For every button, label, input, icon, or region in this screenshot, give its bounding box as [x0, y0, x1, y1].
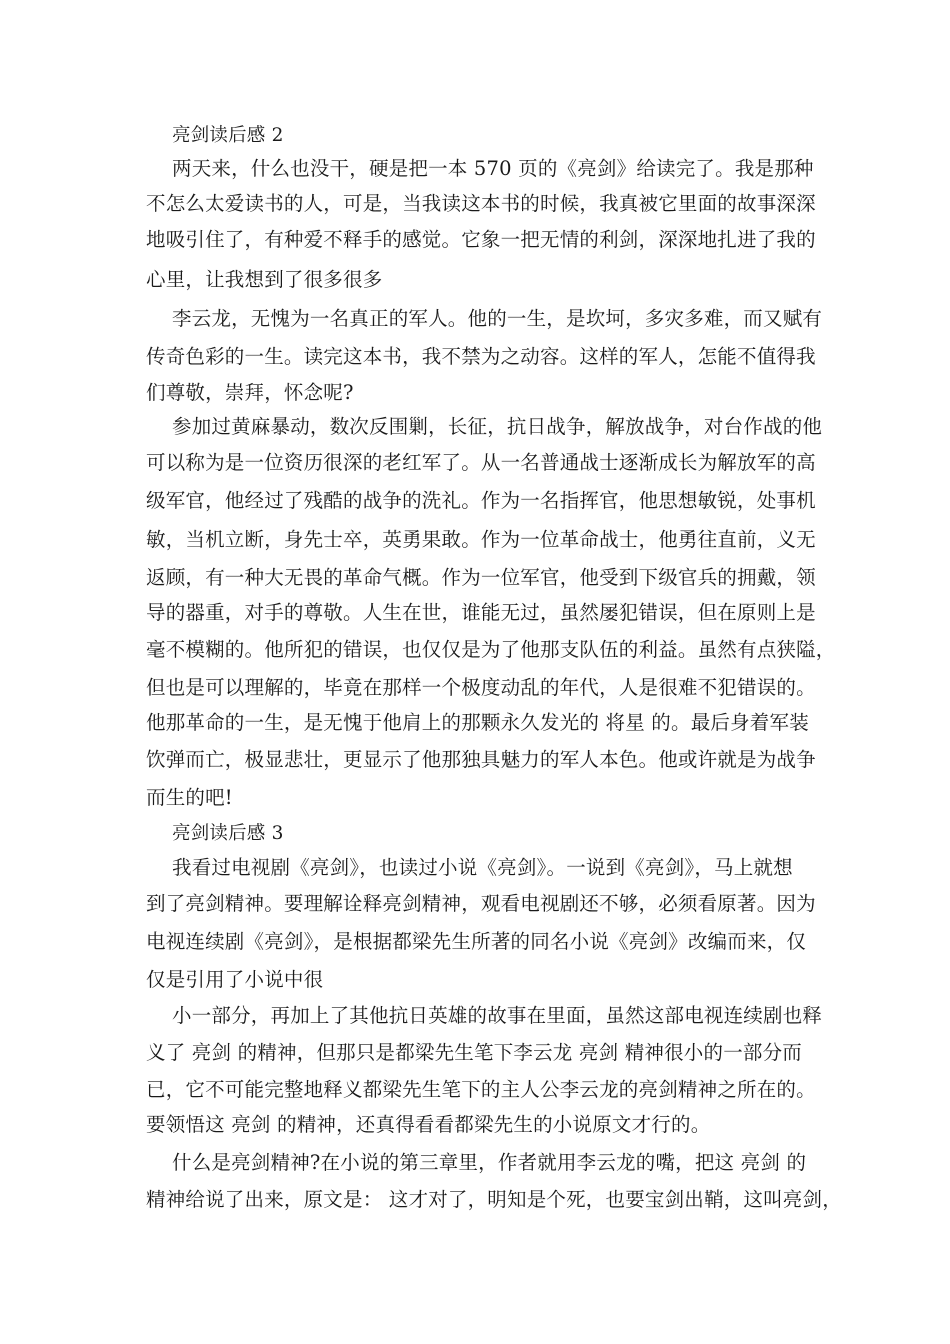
text-line: 参加过黄麻暴动，数次反围剿，长征，抗日战争，解放战争，对台作战的他 [172, 415, 823, 438]
text-line: 李云龙，无愧为一名真正的军人。他的一生，是坎坷，多灾多难，而又赋有 [172, 307, 823, 330]
text-line: 他那革命的一生，是无愧于他肩上的那颗永久发光的 将星 的。最后身着军装 [146, 711, 809, 734]
text-line: 们尊敬，崇拜，怀念呢? [146, 381, 354, 404]
text-line: 而生的吧! [146, 786, 233, 809]
text-line: 到了亮剑精神。要理解诠释亮剑精神，观看电视剧还不够，必须看原著。因为 [146, 892, 816, 915]
section-heading: 亮剑读后感 3 [172, 823, 284, 844]
text-line: 小一部分，再加上了其他抗日英雄的故事在里面，虽然这部电视连续剧也释 [172, 1004, 823, 1027]
text-line: 两天来，什么也没干，硬是把一本 570 页的《亮剑》给读完了。我是那种 [172, 157, 814, 180]
text-line: 电视连续剧《亮剑》，是根据都梁先生所著的同名小说《亮剑》改编而来，仅 [146, 930, 807, 953]
text-line: 精神给说了出来，原文是： 这才对了，明知是个死，也要宝剑出鞘，这叫亮剑， [146, 1188, 842, 1211]
text-line: 传奇色彩的一生。读完这本书，我不禁为之动容。这样的军人，怎能不值得我 [146, 345, 816, 368]
text-line: 不怎么太爱读书的人，可是，当我读这本书的时候，我真被它里面的故事深深 [146, 192, 816, 215]
text-line: 敏，当机立断，身先士卒，英勇果敢。作为一位革命战士，他勇往直前，义无 [146, 528, 816, 551]
text-line: 导的器重，对手的尊敬。人生在世，谁能无过，虽然屡犯错误，但在原则上是 [146, 601, 816, 624]
text-line: 义了 亮剑 的精神，但那只是都梁先生笔下李云龙 亮剑 精神很小的一部分而 [146, 1041, 802, 1064]
text-line: 但也是可以理解的，毕竟在那样一个极度动乱的年代，人是很难不犯错误的。 [146, 676, 816, 699]
text-line: 级军官，他经过了残酷的战争的洗礼。作为一名指挥官，他思想敏锐，处事机 [146, 489, 816, 512]
text-line: 已，它不可能完整地释义都梁先生笔下的主人公李云龙的亮剑精神之所在的。 [146, 1078, 816, 1101]
section-heading: 亮剑读后感 2 [172, 125, 284, 146]
text-line: 仅是引用了小说中很 [146, 968, 324, 991]
text-line: 心里，让我想到了很多很多 [146, 268, 383, 291]
text-line: 返顾，有一种大无畏的革命气概。作为一位军官，他受到下级官兵的拥戴，领 [146, 566, 816, 589]
text-line: 饮弹而亡，极显悲壮，更显示了他那独具魅力的军人本色。他或许就是为战争 [146, 748, 816, 771]
text-line: 什么是亮剑精神?在小说的第三章里，作者就用李云龙的嘴，把这 亮剑 的 [172, 1151, 807, 1174]
text-line: 毫不模糊的。他所犯的错误，也仅仅是为了他那支队伍的利益。虽然有点狭隘， [146, 638, 836, 661]
text-line: 我看过电视剧《亮剑》，也读过小说《亮剑》。一说到《亮剑》，马上就想 [172, 856, 793, 879]
text-line: 地吸引住了，有种爱不释手的感觉。它象一把无情的利剑，深深地扎进了我的 [146, 228, 816, 251]
text-line: 可以称为是一位资历很深的老红军了。从一名普通战士逐渐成长为解放军的高 [146, 451, 816, 474]
text-line: 要领悟这 亮剑 的精神，还真得看看都梁先生的小说原文才行的。 [146, 1113, 711, 1136]
